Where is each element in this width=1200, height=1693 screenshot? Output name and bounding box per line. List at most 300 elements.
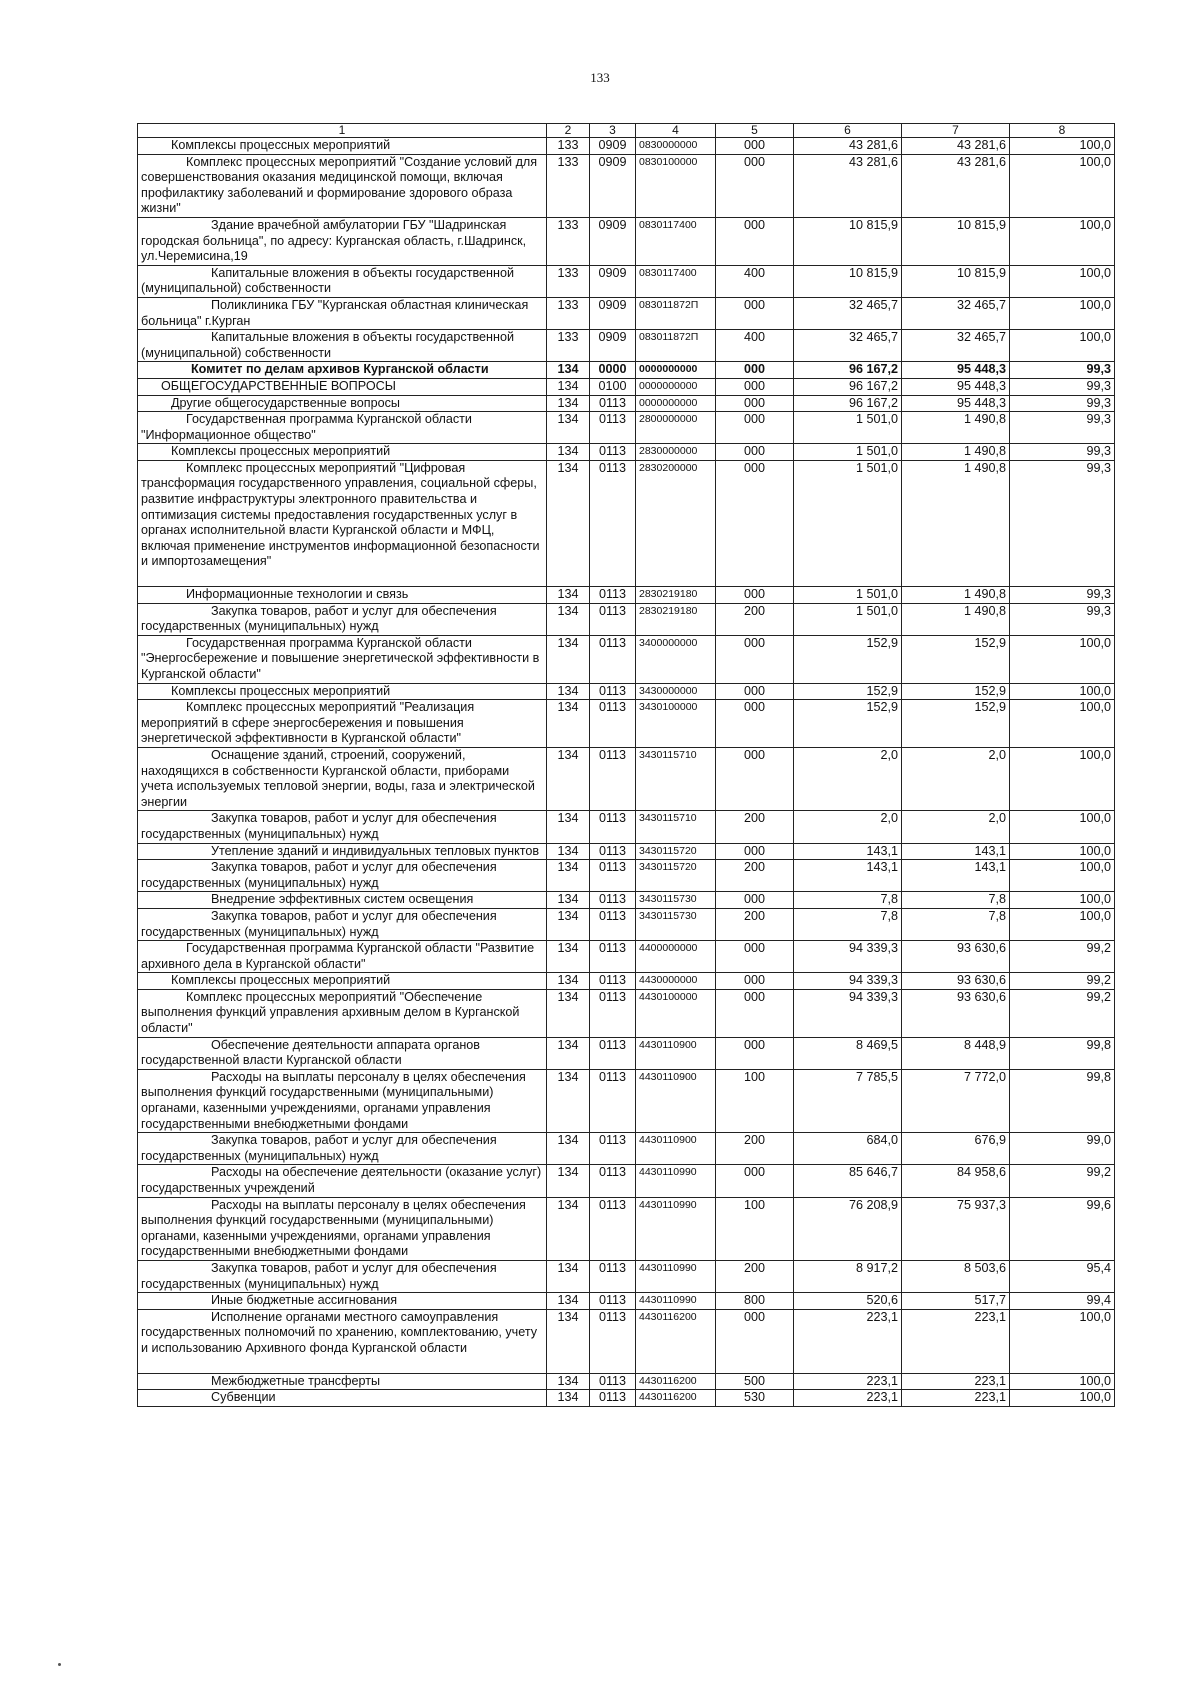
col-4-cell: 4430110900 [636,1069,716,1132]
col-2-cell: 134 [547,683,590,700]
col-2-cell: 134 [547,460,590,586]
col-4-cell: 3430115730 [636,892,716,909]
col-5-cell: 000 [716,362,794,379]
col-4-cell: 0000000000 [636,362,716,379]
col-6-cell: 10 815,9 [794,217,902,265]
table-row [138,1037,1115,1069]
col-3-cell: 0100 [590,378,636,395]
column-header: 3 [590,124,636,138]
col-6-cell: 1 501,0 [794,412,902,444]
col-6-cell: 152,9 [794,700,902,748]
row-name-cell: Комитет по делам архивов Курганской области [138,362,547,379]
table-row [138,444,1115,461]
row-name-cell: Поликлиника ГБУ "Курганская областная клиническая больница" г.Курган [138,297,547,329]
col-4-cell: 4430110990 [636,1293,716,1310]
table-row [138,908,1115,940]
col-4-cell: 4430110990 [636,1197,716,1260]
col-2-cell: 134 [547,1069,590,1132]
col-7-cell: 10 815,9 [902,265,1010,297]
table-row [138,860,1115,892]
col-3-cell: 0113 [590,460,636,586]
col-8-cell: 100,0 [1010,747,1115,810]
col-8-cell: 99,8 [1010,1069,1115,1132]
column-header: 8 [1010,124,1115,138]
col-8-cell: 100,0 [1010,265,1115,297]
col-6-cell: 96 167,2 [794,362,902,379]
col-5-cell: 000 [716,941,794,973]
col-3-cell: 0000 [590,362,636,379]
col-5-cell: 000 [716,444,794,461]
col-2-cell: 134 [547,635,590,683]
col-5-cell: 100 [716,1069,794,1132]
col-5-cell: 000 [716,460,794,586]
col-3-cell: 0113 [590,587,636,604]
row-name-cell: Закупка товаров, работ и услуг для обеспечения государственных (муниципальных) нужд [138,860,547,892]
row-name-cell: Комплексы процессных мероприятий [138,683,547,700]
table-row [138,683,1115,700]
col-4-cell: 4430110900 [636,1133,716,1165]
col-5-cell: 530 [716,1390,794,1407]
col-6-cell: 10 815,9 [794,265,902,297]
col-2-cell: 134 [547,908,590,940]
row-name-cell: Государственная программа Курганской области "Информационное общество" [138,412,547,444]
col-7-cell: 32 465,7 [902,330,1010,362]
col-5-cell: 000 [716,635,794,683]
col-6-cell: 32 465,7 [794,330,902,362]
col-7-cell: 223,1 [902,1309,1010,1373]
col-6-cell: 223,1 [794,1309,902,1373]
col-3-cell: 0113 [590,395,636,412]
col-5-cell: 100 [716,1197,794,1260]
col-8-cell: 99,2 [1010,941,1115,973]
col-4-cell: 083011872П [636,297,716,329]
col-7-cell: 676,9 [902,1133,1010,1165]
col-8-cell: 100,0 [1010,892,1115,909]
col-4-cell: 2830000000 [636,444,716,461]
row-name-cell: Государственная программа Курганской области "Энергосбережение и повышение энергетической эффективности в Курганской области" [138,635,547,683]
row-name-cell: Исполнение органами местного самоуправления государственных полномочий по хранению, комплектованию, учету и использованию Архивного фонда Курганской области [138,1309,547,1373]
col-2-cell: 133 [547,217,590,265]
col-2-cell: 134 [547,362,590,379]
row-name-cell: Межбюджетные трансферты [138,1373,547,1390]
col-6-cell: 85 646,7 [794,1165,902,1197]
col-6-cell: 94 339,3 [794,989,902,1037]
col-6-cell: 96 167,2 [794,395,902,412]
col-2-cell: 134 [547,1037,590,1069]
col-3-cell: 0113 [590,989,636,1037]
col-7-cell: 1 490,8 [902,603,1010,635]
col-2-cell: 134 [547,860,590,892]
col-2-cell: 134 [547,989,590,1037]
col-8-cell: 99,3 [1010,362,1115,379]
col-5-cell: 200 [716,1133,794,1165]
table-row [138,1260,1115,1292]
col-8-cell: 99,3 [1010,395,1115,412]
col-8-cell: 99,3 [1010,603,1115,635]
col-6-cell: 94 339,3 [794,941,902,973]
col-6-cell: 2,0 [794,811,902,843]
col-3-cell: 0113 [590,1133,636,1165]
col-4-cell: 3430115730 [636,908,716,940]
row-name-cell: Обеспечение деятельности аппарата органов государственной власти Курганской области [138,1037,547,1069]
col-3-cell: 0113 [590,603,636,635]
col-6-cell: 143,1 [794,843,902,860]
col-6-cell: 152,9 [794,683,902,700]
col-3-cell: 0113 [590,412,636,444]
col-6-cell: 1 501,0 [794,587,902,604]
col-5-cell: 000 [716,1037,794,1069]
table-row [138,892,1115,909]
col-3-cell: 0113 [590,860,636,892]
col-3-cell: 0113 [590,1197,636,1260]
col-3-cell: 0113 [590,892,636,909]
col-4-cell: 4430116200 [636,1309,716,1373]
col-2-cell: 134 [547,843,590,860]
col-8-cell: 99,4 [1010,1293,1115,1310]
row-name-cell: ОБЩЕГОСУДАРСТВЕННЫЕ ВОПРОСЫ [138,378,547,395]
col-2-cell: 133 [547,154,590,217]
col-5-cell: 200 [716,1260,794,1292]
row-name-cell: Оснащение зданий, строений, сооружений, находящихся в собственности Курганской области, приборами учета используемых тепловой энергии, воды, газа и электрической энергии [138,747,547,810]
col-4-cell: 3430115710 [636,811,716,843]
col-4-cell: 3430115720 [636,843,716,860]
col-2-cell: 134 [547,973,590,990]
col-8-cell: 100,0 [1010,297,1115,329]
row-name-cell: Другие общегосударственные вопросы [138,395,547,412]
col-3-cell: 0113 [590,700,636,748]
table-row [138,587,1115,604]
col-3-cell: 0113 [590,1293,636,1310]
col-6-cell: 1 501,0 [794,444,902,461]
col-6-cell: 8 469,5 [794,1037,902,1069]
col-6-cell: 223,1 [794,1373,902,1390]
col-3-cell: 0113 [590,1373,636,1390]
col-3-cell: 0113 [590,1069,636,1132]
col-2-cell: 134 [547,1165,590,1197]
table-body [138,138,1115,1407]
col-4-cell: 0830117400 [636,217,716,265]
col-4-cell: 0000000000 [636,378,716,395]
table-row [138,412,1115,444]
col-4-cell: 3430115720 [636,860,716,892]
table-row [138,700,1115,748]
col-5-cell: 000 [716,587,794,604]
row-name-cell: Комплексы процессных мероприятий [138,444,547,461]
col-4-cell: 0830000000 [636,138,716,155]
col-6-cell: 43 281,6 [794,154,902,217]
col-8-cell: 100,0 [1010,683,1115,700]
col-5-cell: 000 [716,843,794,860]
col-2-cell: 134 [547,941,590,973]
col-6-cell: 7 785,5 [794,1069,902,1132]
col-5-cell: 000 [716,700,794,748]
col-6-cell: 32 465,7 [794,297,902,329]
col-2-cell: 134 [547,1309,590,1373]
col-4-cell: 2830200000 [636,460,716,586]
col-8-cell: 99,2 [1010,973,1115,990]
col-5-cell: 800 [716,1293,794,1310]
table-row [138,747,1115,810]
col-6-cell: 43 281,6 [794,138,902,155]
col-6-cell: 7,8 [794,892,902,909]
col-5-cell: 000 [716,989,794,1037]
col-3-cell: 0113 [590,683,636,700]
table-row [138,1069,1115,1132]
col-4-cell: 4430116200 [636,1373,716,1390]
column-header: 1 [138,124,547,138]
col-7-cell: 7,8 [902,892,1010,909]
col-4-cell: 4430116200 [636,1390,716,1407]
row-name-cell: Комплексы процессных мероприятий [138,973,547,990]
col-8-cell: 100,0 [1010,860,1115,892]
col-7-cell: 1 490,8 [902,587,1010,604]
row-name-cell: Внедрение эффективных систем освещения [138,892,547,909]
col-2-cell: 134 [547,1373,590,1390]
col-7-cell: 7 772,0 [902,1069,1010,1132]
col-3-cell: 0909 [590,265,636,297]
row-name-cell: Субвенции [138,1390,547,1407]
col-8-cell: 100,0 [1010,154,1115,217]
column-header: 7 [902,124,1010,138]
col-2-cell: 133 [547,297,590,329]
col-7-cell: 75 937,3 [902,1197,1010,1260]
col-8-cell: 100,0 [1010,843,1115,860]
col-8-cell: 95,4 [1010,1260,1115,1292]
col-4-cell: 0000000000 [636,395,716,412]
col-7-cell: 517,7 [902,1293,1010,1310]
row-name-cell: Комплексы процессных мероприятий [138,138,547,155]
col-7-cell: 1 490,8 [902,444,1010,461]
col-7-cell: 84 958,6 [902,1165,1010,1197]
col-4-cell: 3400000000 [636,635,716,683]
table-row [138,1390,1115,1407]
row-name-cell: Закупка товаров, работ и услуг для обеспечения государственных (муниципальных) нужд [138,1133,547,1165]
col-4-cell: 083011872П [636,330,716,362]
col-4-cell: 4430000000 [636,973,716,990]
table-row [138,603,1115,635]
col-7-cell: 93 630,6 [902,941,1010,973]
table-row [138,1373,1115,1390]
row-name-cell: Расходы на обеспечение деятельности (оказание услуг) государственных учреждений [138,1165,547,1197]
col-2-cell: 134 [547,412,590,444]
col-7-cell: 2,0 [902,747,1010,810]
col-4-cell: 4430100000 [636,989,716,1037]
col-7-cell: 8 448,9 [902,1037,1010,1069]
col-8-cell: 99,6 [1010,1197,1115,1260]
col-2-cell: 134 [547,1133,590,1165]
col-4-cell: 2830219180 [636,603,716,635]
col-7-cell: 152,9 [902,635,1010,683]
row-name-cell: Закупка товаров, работ и услуг для обеспечения государственных (муниципальных) нужд [138,908,547,940]
col-7-cell: 1 490,8 [902,460,1010,586]
col-8-cell: 100,0 [1010,635,1115,683]
col-7-cell: 93 630,6 [902,989,1010,1037]
col-2-cell: 134 [547,587,590,604]
table-row [138,378,1115,395]
col-5-cell: 500 [716,1373,794,1390]
col-3-cell: 0113 [590,747,636,810]
col-3-cell: 0909 [590,297,636,329]
col-7-cell: 143,1 [902,860,1010,892]
col-2-cell: 134 [547,378,590,395]
row-name-cell: Здание врачебной амбулатории ГБУ "Шадринская городская больница", по адресу: Курганская область, г.Шадринск, ул.Черемисина,19 [138,217,547,265]
col-3-cell: 0113 [590,1165,636,1197]
col-7-cell: 95 448,3 [902,362,1010,379]
row-name-cell: Комплекс процессных мероприятий "Создание условий для совершенствования оказания медицинской помощи, включая профилактику заболеваний и формирование здорового образа жизни" [138,154,547,217]
col-4-cell: 3430000000 [636,683,716,700]
col-6-cell: 8 917,2 [794,1260,902,1292]
col-5-cell: 400 [716,265,794,297]
table-row [138,1133,1115,1165]
row-name-cell: Комплекс процессных мероприятий "Обеспечение выполнения функций управления архивным делом в Курганской области" [138,989,547,1037]
col-7-cell: 95 448,3 [902,395,1010,412]
col-2-cell: 134 [547,395,590,412]
col-5-cell: 000 [716,1309,794,1373]
table-row [138,362,1115,379]
col-6-cell: 1 501,0 [794,460,902,586]
col-2-cell: 134 [547,1260,590,1292]
col-6-cell: 520,6 [794,1293,902,1310]
col-3-cell: 0113 [590,1037,636,1069]
col-2-cell: 134 [547,1197,590,1260]
table-row [138,973,1115,990]
col-5-cell: 000 [716,138,794,155]
col-5-cell: 000 [716,892,794,909]
column-number-row [138,124,1115,138]
col-8-cell: 99,2 [1010,989,1115,1037]
col-8-cell: 100,0 [1010,1373,1115,1390]
budget-table [137,123,1115,1407]
col-6-cell: 2,0 [794,747,902,810]
col-3-cell: 0113 [590,811,636,843]
col-5-cell: 000 [716,217,794,265]
col-8-cell: 100,0 [1010,811,1115,843]
col-7-cell: 10 815,9 [902,217,1010,265]
col-2-cell: 134 [547,1390,590,1407]
col-8-cell: 100,0 [1010,700,1115,748]
table-row [138,1293,1115,1310]
row-name-cell: Иные бюджетные ассигнования [138,1293,547,1310]
col-8-cell: 100,0 [1010,908,1115,940]
table-row [138,265,1115,297]
col-5-cell: 000 [716,412,794,444]
col-6-cell: 152,9 [794,635,902,683]
col-4-cell: 4430110900 [636,1037,716,1069]
col-4-cell: 4400000000 [636,941,716,973]
col-5-cell: 200 [716,603,794,635]
col-7-cell: 7,8 [902,908,1010,940]
col-2-cell: 134 [547,811,590,843]
col-7-cell: 93 630,6 [902,973,1010,990]
col-3-cell: 0909 [590,330,636,362]
col-5-cell: 400 [716,330,794,362]
col-6-cell: 7,8 [794,908,902,940]
col-3-cell: 0909 [590,217,636,265]
table-row [138,154,1115,217]
col-2-cell: 134 [547,747,590,810]
col-5-cell: 000 [716,683,794,700]
table-row [138,989,1115,1037]
col-3-cell: 0909 [590,138,636,155]
row-name-cell: Информационные технологии и связь [138,587,547,604]
row-name-cell: Капитальные вложения в объекты государственной (муниципальной) собственности [138,265,547,297]
column-header: 6 [794,124,902,138]
col-3-cell: 0113 [590,1309,636,1373]
col-8-cell: 100,0 [1010,1309,1115,1373]
table-row [138,330,1115,362]
row-name-cell: Государственная программа Курганской области "Развитие архивного дела в Курганской области" [138,941,547,973]
scan-dot [58,1663,61,1666]
col-3-cell: 0113 [590,908,636,940]
col-8-cell: 99,3 [1010,460,1115,586]
col-8-cell: 99,3 [1010,412,1115,444]
col-4-cell: 3430115710 [636,747,716,810]
col-7-cell: 43 281,6 [902,138,1010,155]
col-7-cell: 43 281,6 [902,154,1010,217]
table-row [138,811,1115,843]
col-2-cell: 133 [547,330,590,362]
col-8-cell: 100,0 [1010,330,1115,362]
col-7-cell: 223,1 [902,1373,1010,1390]
col-2-cell: 134 [547,444,590,461]
col-5-cell: 000 [716,395,794,412]
table-row [138,635,1115,683]
row-name-cell: Закупка товаров, работ и услуг для обеспечения государственных (муниципальных) нужд [138,603,547,635]
col-8-cell: 100,0 [1010,217,1115,265]
col-5-cell: 000 [716,154,794,217]
col-7-cell: 95 448,3 [902,378,1010,395]
col-3-cell: 0113 [590,843,636,860]
table-row [138,217,1115,265]
col-2-cell: 134 [547,1293,590,1310]
table-row [138,138,1115,155]
col-3-cell: 0113 [590,444,636,461]
col-5-cell: 000 [716,1165,794,1197]
table-row [138,843,1115,860]
table-row [138,1197,1115,1260]
row-name-cell: Капитальные вложения в объекты государственной (муниципальной) собственности [138,330,547,362]
col-4-cell: 3430100000 [636,700,716,748]
row-name-cell: Расходы на выплаты персоналу в целях обеспечения выполнения функций государственными (муниципальными) органами, казенными учреждениями, органами управления государственными внебюджетными фондами [138,1197,547,1260]
table-row [138,395,1115,412]
col-7-cell: 8 503,6 [902,1260,1010,1292]
col-8-cell: 99,2 [1010,1165,1115,1197]
column-header: 5 [716,124,794,138]
col-8-cell: 100,0 [1010,1390,1115,1407]
col-5-cell: 000 [716,378,794,395]
col-7-cell: 1 490,8 [902,412,1010,444]
col-5-cell: 200 [716,811,794,843]
table-row [138,1165,1115,1197]
col-6-cell: 223,1 [794,1390,902,1407]
col-2-cell: 134 [547,892,590,909]
col-4-cell: 0830100000 [636,154,716,217]
col-4-cell: 4430110990 [636,1165,716,1197]
table-row [138,460,1115,586]
col-4-cell: 4430110990 [636,1260,716,1292]
table-row [138,1309,1115,1373]
col-5-cell: 000 [716,747,794,810]
col-6-cell: 96 167,2 [794,378,902,395]
col-7-cell: 32 465,7 [902,297,1010,329]
row-name-cell: Комплекс процессных мероприятий "Цифровая трансформация государственного управления, социальной сферы, развитие инфраструктуры электронного правительства и оптимизация системы предоставления государственных услуг в органах исполнительной власти Курганской области и МФЦ, включая применение инструментов информационной безопасности и импортозамещения" [138,460,547,586]
col-3-cell: 0113 [590,973,636,990]
col-6-cell: 76 208,9 [794,1197,902,1260]
col-6-cell: 143,1 [794,860,902,892]
col-8-cell: 100,0 [1010,138,1115,155]
column-header: 2 [547,124,590,138]
col-7-cell: 223,1 [902,1390,1010,1407]
